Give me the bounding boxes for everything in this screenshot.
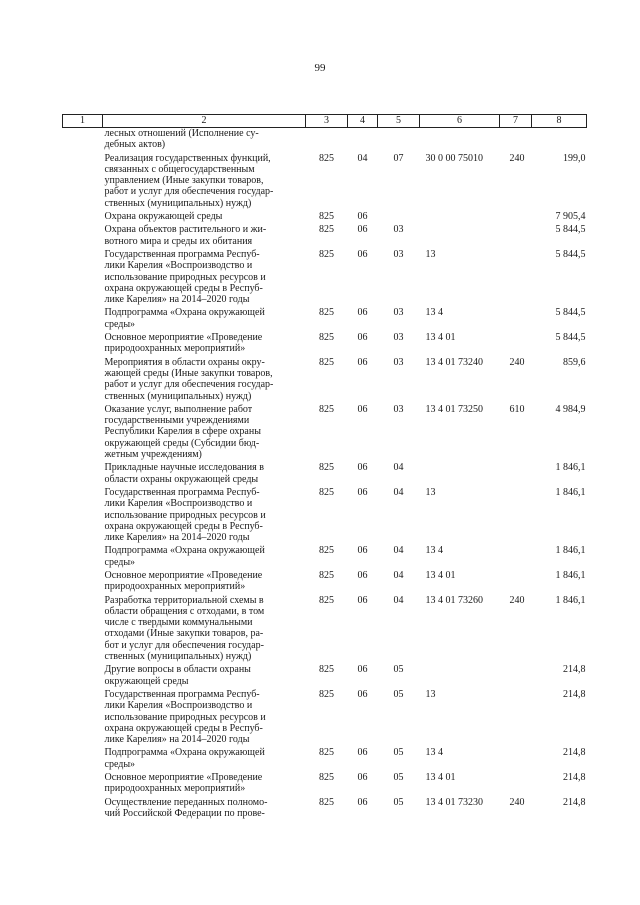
item-name-cell: [103, 128, 306, 153]
target-article-cell: 13 4 01 73260: [425, 594, 483, 606]
row-number-cell: [63, 128, 103, 153]
amount-cell: 1 846,1: [555, 545, 586, 557]
subsection-code-cell: 05: [393, 688, 404, 700]
ministry-code-cell: 825: [319, 248, 334, 260]
target-article-cell: 30 0 00 75010: [425, 152, 483, 164]
amount-cell: 214,8: [563, 664, 586, 676]
column-header: 7: [500, 115, 532, 128]
amount-cell: 1 846,1: [555, 594, 586, 606]
item-name-line: Государственная программа Респуб-: [104, 248, 260, 260]
row-number-cell: [63, 307, 103, 332]
item-name-line: лике Карелия» на 2014–2020 годы: [104, 294, 250, 306]
section-code-cell: 06: [357, 307, 368, 319]
expense-type-cell: 240: [509, 796, 525, 808]
expense-type-cell: [500, 747, 532, 772]
item-name-line: отходами (Иные закупки товаров, ра-: [104, 628, 264, 640]
target-article-cell: [420, 462, 500, 487]
ministry-code-cell: 825: [319, 462, 334, 474]
item-name-line: Основное мероприятие «Проведение: [104, 332, 263, 344]
subsection-code-cell: 07: [393, 152, 404, 164]
table-body: [63, 128, 587, 822]
section-code-cell: 06: [357, 211, 368, 223]
item-name-line: Государственная программа Респуб-: [104, 688, 260, 700]
item-name-line: Основное мероприятие «Проведение: [104, 772, 263, 784]
amount-cell: [532, 128, 587, 153]
amount-cell: 4 984,9: [555, 403, 586, 415]
item-name-cell: [103, 404, 306, 462]
expense-type-cell: [500, 224, 532, 249]
subsection-code-cell: 03: [393, 224, 404, 236]
section-code-cell: 06: [357, 248, 368, 260]
target-article-cell: 13 4: [425, 307, 443, 319]
section-code-cell: [348, 128, 378, 153]
subsection-code-cell: 05: [393, 664, 404, 676]
ministry-code-cell: [306, 128, 348, 153]
item-name-line: дебных актов): [104, 139, 166, 151]
amount-cell: 1 846,1: [555, 569, 586, 581]
row-number-cell: [63, 595, 103, 665]
ministry-code-cell: 825: [319, 486, 334, 498]
ministry-code-cell: 825: [319, 569, 334, 581]
item-name-line: жающей среды (Иные закупки товаров,: [104, 367, 273, 379]
section-code-cell: 06: [357, 688, 368, 700]
row-number-cell: [63, 772, 103, 797]
item-name-line: окружающей среды (Субсидии бюд-: [104, 437, 260, 449]
item-name-line: Основное мероприятие «Проведение: [104, 569, 263, 581]
item-name-cell: [103, 307, 306, 332]
target-article-cell: 13 4 01: [425, 772, 456, 784]
expense-type-cell: [500, 772, 532, 797]
target-article-cell: 13 4: [425, 545, 443, 557]
item-name-line: лики Карелия «Воспроизводство и: [104, 700, 253, 712]
subsection-code-cell: 04: [393, 462, 404, 474]
item-name-line: природоохранных мероприятий»: [104, 581, 246, 593]
subsection-code-cell: 03: [393, 332, 404, 344]
table-row: [63, 224, 587, 249]
item-name-cell: [103, 570, 306, 595]
ministry-code-cell: 825: [319, 152, 334, 164]
item-name-line: использование природных ресурсов и: [104, 509, 266, 521]
subsection-code-cell: 05: [393, 747, 404, 759]
target-article-cell: 13: [425, 688, 436, 700]
table-row: [63, 332, 587, 357]
row-number-cell: [63, 153, 103, 211]
item-name-line: Республики Карелия в сфере охраны: [104, 426, 261, 438]
section-code-cell: 06: [357, 356, 368, 368]
expense-type-cell: [500, 545, 532, 570]
target-article-cell: 13 4 01: [425, 332, 456, 344]
item-name-line: Государственная программа Респуб-: [104, 486, 260, 498]
item-name-line: использование природных ресурсов и: [104, 711, 266, 723]
ministry-code-cell: 825: [319, 545, 334, 557]
item-name-line: лике Карелия» на 2014–2020 годы: [104, 532, 250, 544]
ministry-code-cell: 825: [319, 332, 334, 344]
item-name-line: вотного мира и среды их обитания: [104, 235, 253, 247]
expense-type-cell: [500, 487, 532, 545]
amount-cell: 5 844,5: [555, 224, 586, 236]
item-name-cell: [103, 664, 306, 689]
item-name-line: ственных (муниципальных) нужд): [104, 651, 252, 663]
column-number-row: [63, 115, 587, 128]
item-name-line: области охраны окружающей среды: [104, 473, 259, 485]
target-article-cell: 13: [425, 486, 436, 498]
item-name-cell: [103, 545, 306, 570]
amount-cell: 7 905,4: [555, 211, 586, 223]
table-row: [63, 772, 587, 797]
item-name-line: чий Российской Федерации по прове-: [104, 807, 265, 819]
item-name-cell: [103, 211, 306, 224]
ministry-code-cell: 825: [319, 211, 334, 223]
ministry-code-cell: 825: [319, 594, 334, 606]
item-name-cell: [103, 249, 306, 307]
table-row: [63, 797, 587, 822]
expense-type-cell: [500, 570, 532, 595]
item-name-cell: [103, 332, 306, 357]
item-name-line: Охрана объектов растительного и жи-: [104, 224, 267, 236]
target-article-cell: 13 4 01 73250: [425, 403, 483, 415]
subsection-code-cell: 05: [393, 796, 404, 808]
item-name-line: природоохранных мероприятий»: [104, 343, 246, 355]
expense-type-cell: [500, 689, 532, 747]
item-name-line: Оказание услуг, выполнение работ: [104, 403, 253, 415]
table-row: [63, 128, 587, 153]
column-header: 6: [420, 115, 500, 128]
section-code-cell: 06: [357, 462, 368, 474]
subsection-code-cell: 04: [393, 569, 404, 581]
table-row: [63, 249, 587, 307]
table-row: [63, 357, 587, 404]
ministry-code-cell: 825: [319, 747, 334, 759]
amount-cell: 199,0: [563, 152, 586, 164]
row-number-cell: [63, 545, 103, 570]
expense-type-cell: 240: [509, 152, 525, 164]
row-number-cell: [63, 462, 103, 487]
item-name-cell: [103, 797, 306, 822]
item-name-cell: [103, 772, 306, 797]
item-name-line: Подпрограмма «Охрана окружающей: [104, 747, 265, 759]
item-name-line: Мероприятия в области охраны окру-: [104, 356, 265, 368]
item-name-line: жетным учреждениям): [104, 449, 202, 461]
item-name-cell: [103, 595, 306, 665]
amount-cell: 1 846,1: [555, 486, 586, 498]
subsection-code-cell: 04: [393, 486, 404, 498]
item-name-line: государственными учреждениями: [104, 415, 250, 427]
subsection-code-cell: 03: [393, 403, 404, 415]
item-name-line: природоохранных мероприятий»: [104, 783, 246, 795]
row-number-cell: [63, 487, 103, 545]
page-number: 99: [314, 62, 326, 74]
section-code-cell: 06: [357, 664, 368, 676]
column-header: 3: [306, 115, 348, 128]
subsection-code-cell: 04: [393, 545, 404, 557]
expense-type-cell: 240: [509, 594, 525, 606]
target-article-cell: [420, 211, 500, 224]
item-name-line: Разработка территориальной схемы в: [104, 594, 264, 606]
item-name-line: работ и услуг для обеспечения государ-: [104, 379, 274, 391]
item-name-line: связанных с общегосударственным: [104, 163, 255, 175]
target-article-cell: 13: [425, 248, 436, 260]
amount-cell: 5 844,5: [555, 248, 586, 260]
expense-type-cell: 610: [509, 403, 525, 415]
amount-cell: 214,8: [563, 688, 586, 700]
target-article-cell: 13 4 01 73230: [425, 796, 483, 808]
item-name-line: охрана окружающей среды в Респуб-: [104, 520, 263, 532]
item-name-line: использование природных ресурсов и: [104, 271, 266, 283]
section-code-cell: 06: [357, 332, 368, 344]
column-header: 2: [103, 115, 306, 128]
table-row: [63, 153, 587, 211]
item-name-cell: [103, 462, 306, 487]
row-number-cell: [63, 689, 103, 747]
subsection-code-cell: 03: [393, 356, 404, 368]
item-name-cell: [103, 487, 306, 545]
item-name-cell: [103, 689, 306, 747]
row-number-cell: [63, 224, 103, 249]
section-code-cell: 06: [357, 224, 368, 236]
expense-type-cell: [500, 128, 532, 153]
item-name-line: бот и услуг для обеспечения государ-: [104, 639, 264, 651]
item-name-cell: [103, 224, 306, 249]
item-name-line: лики Карелия «Воспроизводство и: [104, 260, 253, 272]
item-name-line: Реализация государственных функций,: [104, 152, 271, 164]
row-number-cell: [63, 570, 103, 595]
column-header: 8: [532, 115, 587, 128]
item-name-line: среды»: [104, 758, 136, 770]
section-code-cell: 06: [357, 594, 368, 606]
section-code-cell: 06: [357, 486, 368, 498]
subsection-code-cell: 05: [393, 772, 404, 784]
target-article-cell: 13 4: [425, 747, 443, 759]
item-name-line: окружающей среды: [104, 675, 189, 687]
row-number-cell: [63, 332, 103, 357]
row-number-cell: [63, 249, 103, 307]
amount-cell: 859,6: [563, 356, 586, 368]
item-name-line: Охрана окружающей среды: [104, 211, 223, 223]
item-name-cell: [103, 357, 306, 404]
target-article-cell: [420, 224, 500, 249]
row-number-cell: [63, 797, 103, 822]
item-name-line: среды»: [104, 556, 136, 568]
expense-type-cell: [500, 332, 532, 357]
section-code-cell: 06: [357, 545, 368, 557]
section-code-cell: 06: [357, 796, 368, 808]
table-row: [63, 404, 587, 462]
item-name-line: Подпрограмма «Охрана окружающей: [104, 545, 265, 557]
ministry-code-cell: 825: [319, 796, 334, 808]
row-number-cell: [63, 404, 103, 462]
column-header: 5: [378, 115, 420, 128]
expense-type-cell: [500, 462, 532, 487]
target-article-cell: 13 4 01: [425, 569, 456, 581]
ministry-code-cell: 825: [319, 356, 334, 368]
target-article-cell: [420, 128, 500, 153]
item-name-cell: [103, 747, 306, 772]
section-code-cell: 06: [357, 569, 368, 581]
amount-cell: 5 844,5: [555, 307, 586, 319]
row-number-cell: [63, 747, 103, 772]
item-name-line: охрана окружающей среды в Респуб-: [104, 722, 263, 734]
expense-type-cell: [500, 664, 532, 689]
expense-type-cell: [500, 211, 532, 224]
table-row: [63, 689, 587, 747]
ministry-code-cell: 825: [319, 224, 334, 236]
subsection-code-cell: 03: [393, 248, 404, 260]
row-number-cell: [63, 664, 103, 689]
item-name-line: лике Карелия» на 2014–2020 годы: [104, 734, 250, 746]
item-name-line: работ и услуг для обеспечения государ-: [104, 186, 274, 198]
table-header: [63, 115, 587, 128]
item-name-line: числе с твердыми коммунальными: [104, 617, 253, 629]
item-name-line: управлением (Иные закупки товаров,: [104, 175, 264, 187]
table-row: [63, 570, 587, 595]
amount-cell: 214,8: [563, 747, 586, 759]
subsection-code-cell: 04: [393, 594, 404, 606]
item-name-line: ственных (муниципальных) нужд): [104, 197, 252, 209]
table-row: [63, 595, 587, 665]
item-name-line: Осуществление переданных полномо-: [104, 796, 268, 808]
table-row: [63, 462, 587, 487]
ministry-code-cell: 825: [319, 307, 334, 319]
table-row: [63, 747, 587, 772]
item-name-line: Прикладные научные исследования в: [104, 462, 264, 474]
subsection-code-cell: [378, 128, 420, 153]
column-header: 4: [348, 115, 378, 128]
item-name-line: Другие вопросы в области охраны: [104, 664, 251, 676]
ministry-code-cell: 825: [319, 664, 334, 676]
row-number-cell: [63, 211, 103, 224]
amount-cell: 1 846,1: [555, 462, 586, 474]
item-name-line: области обращения с отходами, в том: [104, 605, 265, 617]
amount-cell: 214,8: [563, 772, 586, 784]
ministry-code-cell: 825: [319, 772, 334, 784]
section-code-cell: 06: [357, 747, 368, 759]
item-name-line: ственных (муниципальных) нужд): [104, 390, 252, 402]
subsection-code-cell: [378, 211, 420, 224]
item-name-line: среды»: [104, 318, 136, 330]
amount-cell: 5 844,5: [555, 332, 586, 344]
table-row: [63, 664, 587, 689]
item-name-cell: [103, 153, 306, 211]
table-row: [63, 545, 587, 570]
section-code-cell: 06: [357, 403, 368, 415]
ministry-code-cell: 825: [319, 688, 334, 700]
section-code-cell: 04: [357, 152, 368, 164]
budget-table: [62, 114, 587, 821]
expense-type-cell: [500, 307, 532, 332]
column-header: 1: [63, 115, 103, 128]
table-row: [63, 487, 587, 545]
subsection-code-cell: 03: [393, 307, 404, 319]
amount-cell: 214,8: [563, 796, 586, 808]
item-name-line: Подпрограмма «Охрана окружающей: [104, 307, 265, 319]
table-row: [63, 307, 587, 332]
expense-type-cell: 240: [509, 356, 525, 368]
row-number-cell: [63, 357, 103, 404]
section-code-cell: 06: [357, 772, 368, 784]
expense-type-cell: [500, 249, 532, 307]
item-name-line: охрана окружающей среды в Респуб-: [104, 282, 263, 294]
item-name-line: лесных отношений (Исполнение су-: [104, 128, 259, 139]
ministry-code-cell: 825: [319, 403, 334, 415]
item-name-line: лики Карелия «Воспроизводство и: [104, 498, 253, 510]
target-article-cell: 13 4 01 73240: [425, 356, 483, 368]
table-row: [63, 211, 587, 224]
target-article-cell: [420, 664, 500, 689]
